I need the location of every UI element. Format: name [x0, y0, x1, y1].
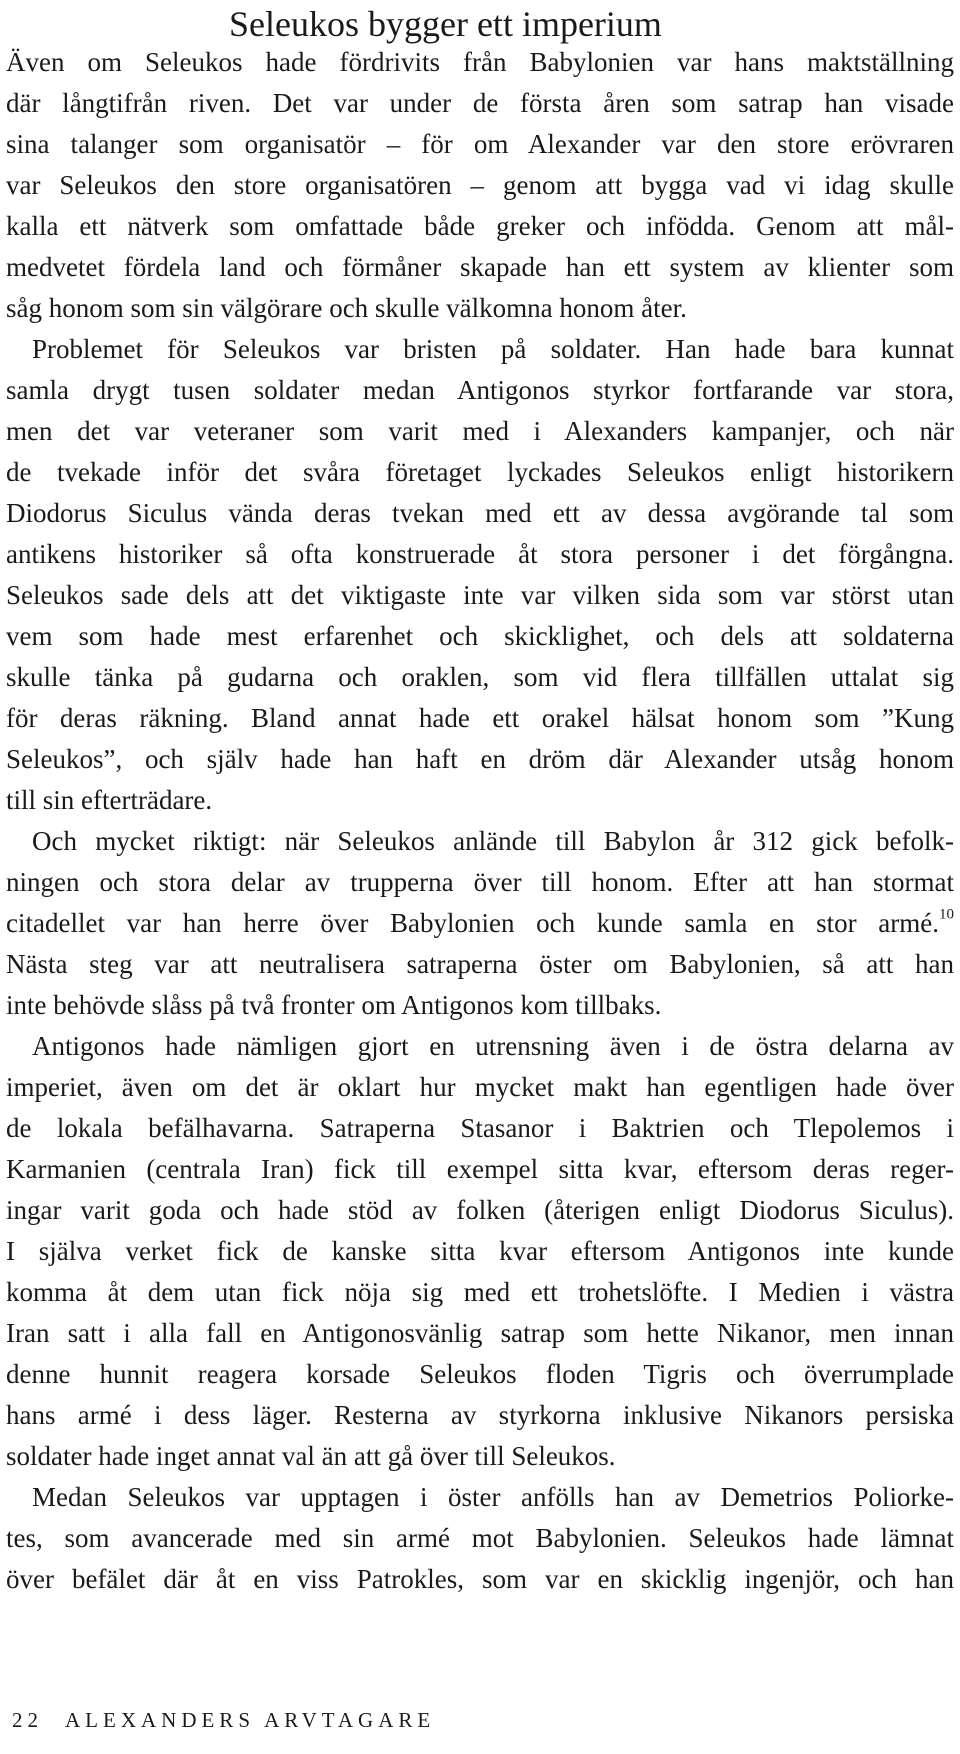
- text-line: imperiet, även om det är oklart hur mycket makt han egentligen hade över: [6, 1072, 954, 1102]
- text-line: Även om Seleukos hade fördrivits från Babylonien var hans maktställning: [6, 47, 954, 77]
- text-line: denne hunnit reagera korsade Seleukos floden Tigris och överrumplade: [6, 1359, 954, 1389]
- paragraph-2: [6, 329, 954, 821]
- text-line: hans armé i dess läger. Resterna av styrkorna inklusive Nikanors persiska: [6, 1400, 954, 1430]
- paragraph-5: [6, 1477, 954, 1600]
- text-line: där långtifrån riven. Det var under de första åren som satrap han visade: [6, 88, 954, 118]
- text-line: tes, som avancerade med sin armé mot Babylonien. Seleukos hade lämnat: [6, 1523, 954, 1553]
- text-line: för deras räkning. Bland annat hade ett orakel hälsat honom som ”Kung: [6, 703, 954, 733]
- text-line: men det var veteraner som varit med i Alexanders kampanjer, och när: [6, 416, 954, 446]
- text-line: Och mycket riktigt: när Seleukos anlände till Babylon år 312 gick befolk-: [32, 826, 954, 856]
- text-line: antikens historiker så ofta konstruerade åt stora personer i det förgångna.: [6, 539, 954, 569]
- text-line: ingar varit goda och hade stöd av folken (återigen enligt Diodorus Siculus).: [6, 1195, 954, 1225]
- body-text: [6, 42, 954, 1600]
- text-line: vem som hade mest erfarenhet och skicklighet, och dels att soldaterna: [6, 621, 954, 651]
- text-line: Seleukos”, och själv hade han haft en dröm där Alexander utsåg honom: [6, 744, 954, 774]
- running-head: ALEXANDERS ARVTAGARE: [65, 1708, 436, 1732]
- text-line: var Seleukos den store organisatören – genom att bygga vad vi idag skulle: [6, 170, 954, 200]
- section-heading: Seleukos bygger ett imperium: [229, 4, 662, 44]
- footnote-marker[interactable]: 10: [939, 906, 954, 923]
- text-line: Seleukos sade dels att det viktigaste inte var vilken sida som var störst utan: [6, 580, 954, 610]
- text-line: Nästa steg var att neutralisera satraperna öster om Babylonien, så att han: [6, 949, 954, 979]
- text-line: komma åt dem utan fick nöja sig med ett trohetslöfte. I Medien i västra: [6, 1277, 954, 1307]
- text-line: Problemet för Seleukos var bristen på soldater. Han hade bara kunnat: [32, 334, 954, 364]
- text-line: de tvekade inför det svåra företaget lyckades Seleukos enligt historikern: [6, 457, 954, 487]
- text-line: skulle tänka på gudarna och oraklen, som vid flera tillfällen uttalat sig: [6, 662, 954, 692]
- text-line: medvetet fördela land och förmåner skapade han ett system av klienter som: [6, 252, 954, 282]
- text-line: Iran satt i alla fall en Antigonosvänlig satrap som hette Nikanor, men innan: [6, 1318, 954, 1348]
- text-line: soldater hade inget annat val än att gå över till Seleukos.: [6, 1441, 616, 1471]
- text-line: Diodorus Siculus vända deras tvekan med ett av dessa avgörande tal som: [6, 498, 954, 528]
- text-line: ningen och stora delar av trupperna över till honom. Efter att han stormat: [6, 867, 954, 897]
- text-line: samla drygt tusen soldater medan Antigonos styrkor fortfarande var stora,: [6, 375, 954, 405]
- text-line: Medan Seleukos var upptagen i öster anfölls han av Demetrios Poliorke-: [32, 1482, 954, 1512]
- text-line: sina talanger som organisatör – för om Alexander var den store erövraren: [6, 129, 954, 159]
- text-line: Antigonos hade nämligen gjort en utrensning även i de östra delarna av: [32, 1031, 954, 1061]
- paragraph-3: [6, 821, 954, 1026]
- text-line: inte behövde slåss på två fronter om Antigonos kom tillbaks.: [6, 990, 662, 1020]
- paragraph-1: [6, 42, 954, 329]
- book-page: [6, 0, 954, 1754]
- paragraph-4: [6, 1026, 954, 1477]
- page-number: 22: [12, 1708, 43, 1732]
- text-line: Karmanien (centrala Iran) fick till exempel sitta kvar, eftersom deras reger-: [6, 1154, 954, 1184]
- page-footer: [12, 1706, 435, 1734]
- text-line: till sin efterträdare.: [6, 785, 213, 815]
- text-line-with-footnote: [6, 903, 954, 944]
- text-line: kalla ett nätverk som omfattade både greker och infödda. Genom att mål-: [6, 211, 954, 241]
- text-line: över befälet där åt en viss Patrokles, som var en skicklig ingenjör, och han: [6, 1564, 954, 1594]
- text-line: citadellet var han herre över Babylonien och kunde samla en stor armé.: [6, 908, 939, 938]
- text-line: I själva verket fick de kanske sitta kvar eftersom Antigonos inte kunde: [6, 1236, 954, 1266]
- text-line: såg honom som sin välgörare och skulle välkomna honom åter.: [6, 293, 687, 323]
- text-line: de lokala befälhavarna. Satraperna Stasanor i Baktrien och Tlepolemos i: [6, 1113, 954, 1143]
